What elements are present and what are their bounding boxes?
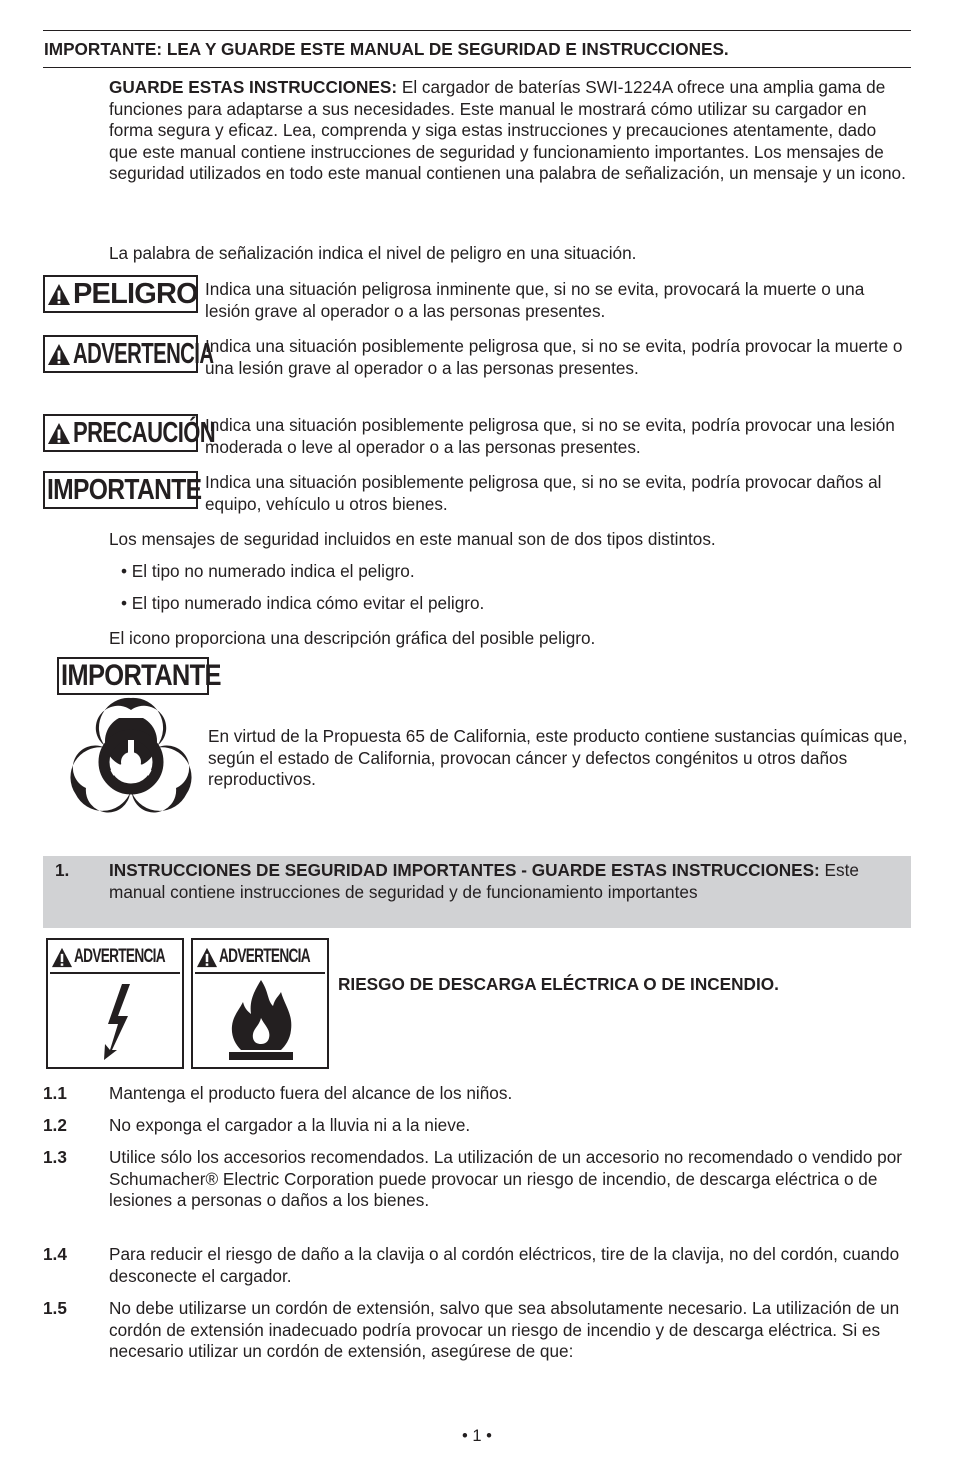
prop65-text: En virtud de la Propuesta 65 de California, este producto contiene sustancias químicas que, según el estado de California, provocan cáncer y defectos congénitos u otros daños reproductivos.	[208, 726, 908, 790]
warning-triangle-icon	[47, 422, 71, 445]
bullet-item: • El tipo numerado indica cómo evitar el peligro.	[121, 593, 485, 613]
warning-box-fire	[191, 938, 329, 1069]
manual-heading: IMPORTANTE: LEA Y GUARDE ESTE MANUAL DE SEGURIDAD E INSTRUCCIONES.	[43, 30, 911, 68]
warning-header	[195, 942, 325, 974]
icon-intro: El icono proporciona una descripción gráfica del posible peligro.	[109, 628, 596, 648]
item-number: 1.4	[43, 1244, 67, 1264]
signal-precaucion-desc: Indica una situación posiblemente peligrosa que, si no se evita, podría provocar una lesión moderada o leve al operador o a las personas presentes.	[205, 415, 895, 457]
electric-shock-icon	[88, 980, 142, 1064]
warning-triangle-icon	[51, 947, 73, 968]
item-text: No debe utilizarse un cordón de extensión, salvo que sea absolutamente necesario. La utilización de un cordón de extensión inadecuado podría provocar un riesgo de incendio y de descarga eléctrica. Si es necesario utilizar un cordón de extensión, asegúrese de que:	[109, 1298, 900, 1362]
warning-triangle-icon	[47, 283, 71, 306]
prop65-important-label	[57, 657, 221, 695]
signal-advertencia-desc: Indica una situación posiblemente peligrosa que, si no se evita, podría provocar la muerte o una lesión grave al operador o a las personas presentes.	[205, 336, 903, 378]
warning-triangle-icon	[196, 947, 218, 968]
signal-advertencia-label	[43, 335, 214, 373]
intro-body: El cargador de baterías SWI-1224A ofrece una amplia gama de funciones para adaptarse a sus necesidades. Este manual le mostrará cómo utilizar su cargador en forma segura y eficaz. Lea, comprenda y siga estas instrucciones y precauciones atentamente, dado que este manual contiene instrucciones de seguridad y funcionamiento importantes. Los mensajes de seguridad utilizados en todo este manual contienen una palabra de señalización, un mensaje y un icono.	[109, 77, 906, 184]
biohazard-icon	[64, 696, 198, 820]
signal-importante-label	[43, 471, 202, 509]
types-intro: Los mensajes de seguridad incluidos en este manual son de dos tipos distintos.	[109, 529, 716, 549]
warning-box-shock	[46, 938, 184, 1069]
signal-word: ADVERTENCIA	[73, 337, 214, 370]
signal-word: ADVERTENCIA	[74, 946, 165, 967]
signal-importante-desc: Indica una situación posiblemente peligrosa que, si no se evita, podría provocar daños al equipo, vehículo u otros bienes.	[205, 472, 882, 514]
signal-word: PRECAUCIÓN	[73, 416, 216, 449]
signal-word: PELIGRO	[73, 277, 198, 310]
section-title	[109, 860, 899, 903]
signal-word: ADVERTENCIA	[219, 946, 310, 967]
item-number: 1.3	[43, 1147, 67, 1167]
signal-word: IMPORTANTE	[61, 659, 221, 692]
signal-peligro-label	[43, 275, 198, 313]
item-text: Para reducir el riesgo de daño a la clavija o al cordón eléctricos, tire de la clavija, no del cordón, cuando desconecte el cargador.	[109, 1244, 900, 1286]
section-title-rest: Este manual contiene instrucciones de seguridad y de funcionamiento importantes	[109, 860, 859, 902]
item-number: 1.5	[43, 1298, 67, 1318]
item-number: 1.2	[43, 1115, 67, 1135]
item-number: 1.1	[43, 1083, 67, 1103]
item-text: No exponga el cargador a la lluvia ni a la nieve.	[109, 1115, 471, 1135]
section-number: 1.	[55, 860, 70, 880]
signal-word: IMPORTANTE	[47, 473, 202, 506]
bullet-item: • El tipo no numerado indica el peligro.	[121, 561, 415, 581]
intro-lead: GUARDE ESTAS INSTRUCCIONES:	[109, 77, 398, 97]
signal-precaucion-label	[43, 414, 216, 452]
item-text: Mantenga el producto fuera del alcance de los niños.	[109, 1083, 513, 1103]
fire-icon	[223, 978, 299, 1064]
signal-peligro-desc: Indica una situación peligrosa inminente que, si no se evita, provocará la muerte o una lesión grave al operador o a las personas presentes.	[205, 279, 865, 321]
item-text: Utilice sólo los accesorios recomendados. La utilización de un accesorio no recomendado o vendido por Schumacher® Electric Corporation puede provocar un riesgo de incendio, de descarga eléctrica o de lesiones a personas o daños a los bienes.	[109, 1147, 902, 1211]
section-title-bold: INSTRUCCIONES DE SEGURIDAD IMPORTANTES - GUARDE ESTAS INSTRUCCIONES:	[109, 860, 820, 880]
warning-header	[50, 942, 180, 974]
warning-triangle-icon	[47, 343, 71, 366]
risk-title: RIESGO DE DESCARGA ELÉCTRICA O DE INCENDIO.	[338, 974, 779, 994]
page-number: • 1 •	[462, 1427, 492, 1445]
signal-intro: La palabra de señalización indica el nivel de peligro en una situación.	[109, 243, 637, 263]
intro-paragraph	[109, 77, 909, 185]
